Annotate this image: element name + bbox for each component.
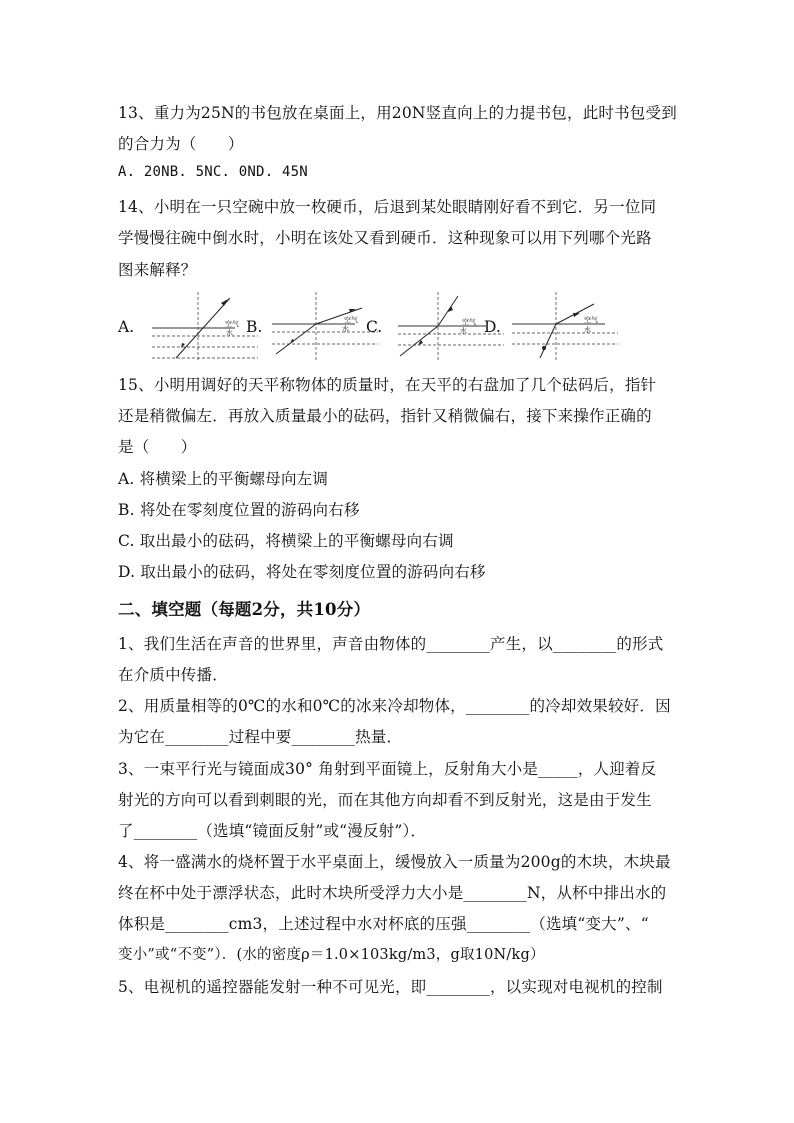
q13-line-2: 的合力为（ ） [118,135,244,153]
diagram-a [150,290,263,362]
q15-line-1: 15、小明用调好的天平称物体的质量时，在天平的右盘加了几个砝码后，指针 [118,376,657,394]
water-label: 水 [460,327,467,335]
diagram-b [270,290,383,362]
q15-option-c: C. 取出最小的砝码，将横梁上的平衡螺母向右调 [118,532,454,550]
water-label: 水 [342,325,349,333]
diagram-option-d-label: D. [484,318,501,336]
section-heading-fill-blanks: 二、填空题（每题2分，共10分） [118,600,371,619]
air-label: 空气 [225,320,239,328]
f2-line-1: 2、用质量相等的0℃的水和0℃的冰来冷却物体，________的冷却效果较好．因 [118,697,671,715]
q14-line-1: 14、小明在一只空碗中放一枚硬币，后退到某处眼睛刚好看不到它．另一位同 [118,198,657,216]
f4-line-2: 终在杯中处于漂浮状态，此时木块所受浮力大小是________N，从杯中排出水的 [118,884,667,902]
f4-line-4: 变小”或“不变”）．(水的密度ρ＝1.0×103kg/m3，g取10N/kg） [118,947,545,963]
f5-line-1: 5、电视机的遥控器能发射一种不可见光，即________，以实现对电视机的控制 [118,978,663,996]
f3-line-1: 3、一束平行光与镜面成30° 角射到平面镜上，反射角大小是_____，人迎着反 [118,760,657,778]
water-label: 水 [584,326,591,334]
f3-line-2: 射光的方向可以看到刺眼的光，而在其他方向却看不到反射光，这是由于发生 [118,791,652,809]
diagram-d [510,290,620,362]
q13-line-1: 13、重力为25N的书包放在桌面上，用20N竖直向上的力提书包，此时书包受到 [118,104,677,122]
water-label: 水 [226,329,233,337]
f1-line-1: 1、我们生活在声音的世界里，声音由物体的________产生，以________的形式 [118,635,664,653]
air-label: 空气 [584,316,598,324]
f4-line-3: 体积是________cm3，上述过程中水对杯底的压强________（选填“变大”、“ [118,915,649,933]
f1-line-2: 在介质中传播． [118,666,228,684]
q14-line-2: 学慢慢往碗中倒水时，小明在该处又看到硬币．这种现象可以用下列哪个光路 [118,229,652,247]
air-label: 空气 [462,318,476,326]
q14-diagram-row [118,290,618,362]
q15-line-3: 是（ ） [118,438,197,456]
q14-line-3: 图来解释？ [118,261,197,279]
q15-option-d: D. 取出最小的砝码，将处在零刻度位置的游码向右移 [118,563,486,581]
diagram-option-c-label: C. [366,318,383,336]
f2-line-2: 为它在________过程中要________热量． [118,728,403,746]
diagram-option-a-label: A. [118,318,135,336]
air-label: 空气 [344,316,358,324]
q13-options: A. 20NB. 5NC. 0ND. 45N [118,164,308,180]
diagram-option-b-label: B. [246,318,263,336]
q15-option-a: A. 将横梁上的平衡螺母向左调 [118,470,329,488]
f3-line-3: 了________（选填“镜面反射”或“漫反射”）． [118,822,427,840]
q15-line-2: 还是稍微偏左．再放入质量最小的砝码，指针又稍微偏右，接下来操作正确的 [118,407,652,425]
q15-option-b: B. 将处在零刻度位置的游码向右移 [118,501,360,519]
f4-line-1: 4、将一盛满水的烧杯置于水平桌面上，缓慢放入一质量为200g的木块，木块最 [118,853,671,871]
